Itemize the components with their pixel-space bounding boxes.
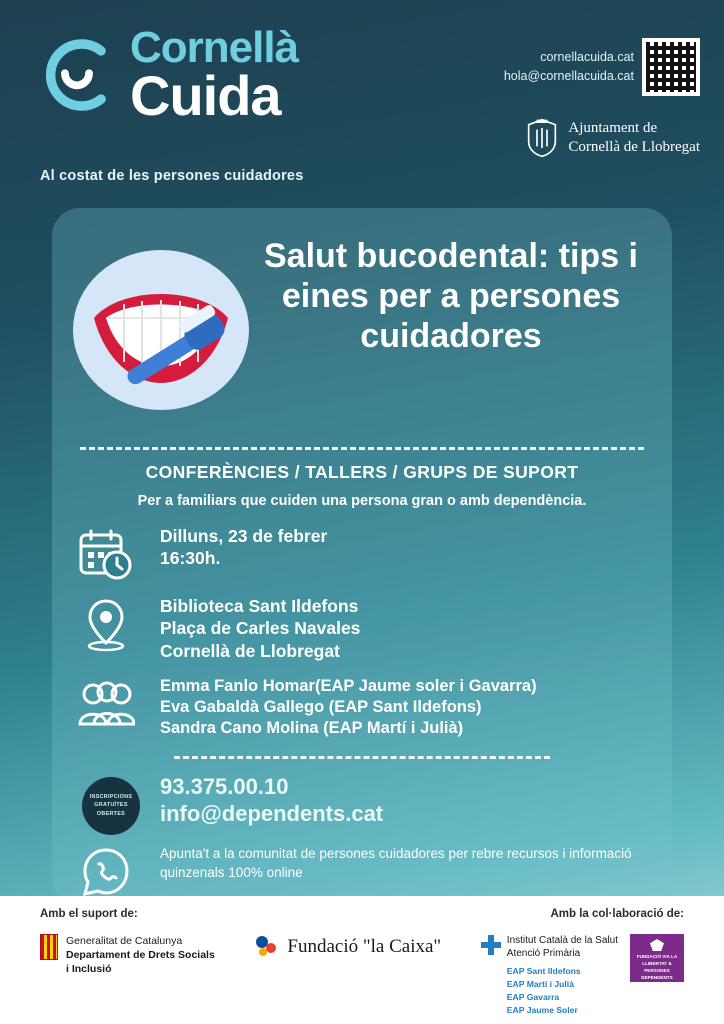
gencat-line3: i Inclusió bbox=[66, 963, 112, 976]
gencat-line2: Departament de Drets Socials bbox=[66, 949, 215, 962]
event-lead: Per a familiars que cuiden una persona gran o amb dependència. bbox=[137, 493, 587, 509]
fundacio-text: FUNDACIÓ VIA LA LLIBERTAT & PERSONES DEPENDENTS bbox=[636, 954, 678, 980]
generalitat-logo bbox=[40, 934, 215, 977]
group-people-icon bbox=[74, 676, 138, 734]
ajuntament-line1: Ajuntament de bbox=[568, 120, 658, 137]
qr-code-pattern bbox=[646, 42, 696, 92]
whatsapp-icon[interactable] bbox=[80, 846, 132, 898]
la-caixa-logo bbox=[254, 934, 441, 960]
contact-block bbox=[74, 773, 650, 883]
info-row-speakers bbox=[160, 676, 650, 739]
event-subtitle: CONFERÈNCIES / TALLERS / GRUPS DE SUPORT bbox=[145, 462, 579, 482]
poster-footer bbox=[0, 896, 724, 1024]
stamp-line2: GRATUÏTES bbox=[94, 802, 128, 809]
collab-heading: Amb la col·laboració de: bbox=[550, 908, 684, 920]
brand-tagline: Al costat de les persones cuidadores bbox=[40, 168, 304, 184]
generalitat-flag-icon bbox=[40, 934, 58, 960]
brand-line1: Cornellà bbox=[130, 23, 299, 72]
page-title: Salut bucodental: tips i eines per a persones cuidadores bbox=[263, 237, 639, 356]
info-block bbox=[74, 525, 650, 740]
eap-3: EAP Gavarra bbox=[506, 991, 560, 1002]
eap-1: EAP Sant Ildefons bbox=[506, 966, 581, 976]
status-badge bbox=[82, 777, 140, 835]
whatsapp-row bbox=[160, 844, 650, 883]
contact-email[interactable]: info@dependents.cat bbox=[160, 801, 384, 826]
la-caixa-name: Fundació "la Caixa" bbox=[287, 936, 442, 957]
mouth-toothbrush-icon bbox=[66, 238, 256, 433]
location-city: Cornellà de Llobregat bbox=[160, 640, 340, 661]
eap-4: EAP Jaume Soler bbox=[506, 1004, 578, 1015]
cornella-cuida-logo-icon bbox=[34, 32, 120, 118]
collaborators-logos bbox=[481, 934, 684, 1017]
eap-2: EAP Martí i Julià bbox=[506, 978, 574, 989]
header-contact bbox=[504, 48, 634, 86]
health-cross-icon bbox=[481, 935, 501, 955]
ajuntament-logo bbox=[525, 118, 700, 158]
stamp-line3: OBERTES bbox=[96, 810, 126, 817]
gencat-line1: Generalitat de Catalunya bbox=[66, 935, 183, 947]
ics-line2: Atenció Primària bbox=[506, 948, 581, 959]
calendar-clock-icon bbox=[74, 525, 138, 583]
info-row-date bbox=[160, 525, 650, 581]
location-name: Biblioteca Sant Ildefons bbox=[160, 596, 359, 616]
event-date: Dilluns, 23 de febrer bbox=[160, 526, 328, 546]
la-caixa-star-icon bbox=[254, 934, 280, 960]
contact-phone[interactable]: 93.375.00.10 bbox=[160, 773, 289, 799]
event-time: 16:30h. bbox=[160, 548, 221, 569]
brand-line2: Cuida bbox=[130, 64, 281, 127]
speaker-1: Emma Fanlo Homar(EAP Jaume soler i Gavarra) bbox=[160, 677, 537, 696]
poster-header bbox=[0, 0, 724, 190]
ajuntament-line2: Cornellà de Llobregat bbox=[568, 139, 700, 155]
brand-block bbox=[34, 23, 299, 127]
divider-top bbox=[80, 447, 644, 450]
title-row bbox=[74, 226, 650, 433]
fundacio-dependents-icon bbox=[630, 934, 684, 982]
support-heading: Amb el suport de: bbox=[40, 908, 138, 920]
divider-bottom bbox=[174, 756, 550, 759]
stamp-line1: INSCRIPCIONS bbox=[89, 794, 133, 801]
header-website[interactable]: cornellacuida.cat bbox=[540, 50, 634, 64]
coat-of-arms-icon bbox=[525, 118, 559, 158]
info-row-location bbox=[160, 595, 650, 662]
whatsapp-text: Apunta't a la comunitat de persones cuidadores per rebre recursos i informació quinzenals 100% online bbox=[160, 845, 632, 881]
ics-line1: Institut Català de la Salut bbox=[506, 935, 618, 946]
event-card bbox=[52, 208, 672, 905]
map-pin-icon bbox=[74, 595, 138, 653]
speaker-2: Eva Gabaldà Gallego (EAP Sant Ildefons) bbox=[160, 698, 482, 717]
location-address: Plaça de Carles Navales bbox=[160, 618, 361, 639]
qr-code-icon[interactable] bbox=[642, 38, 700, 96]
speaker-3: Sandra Cano Molina (EAP Martí i Julià) bbox=[160, 719, 464, 738]
header-email[interactable]: hola@cornellacuida.cat bbox=[503, 68, 634, 83]
ics-logo bbox=[481, 934, 618, 1017]
